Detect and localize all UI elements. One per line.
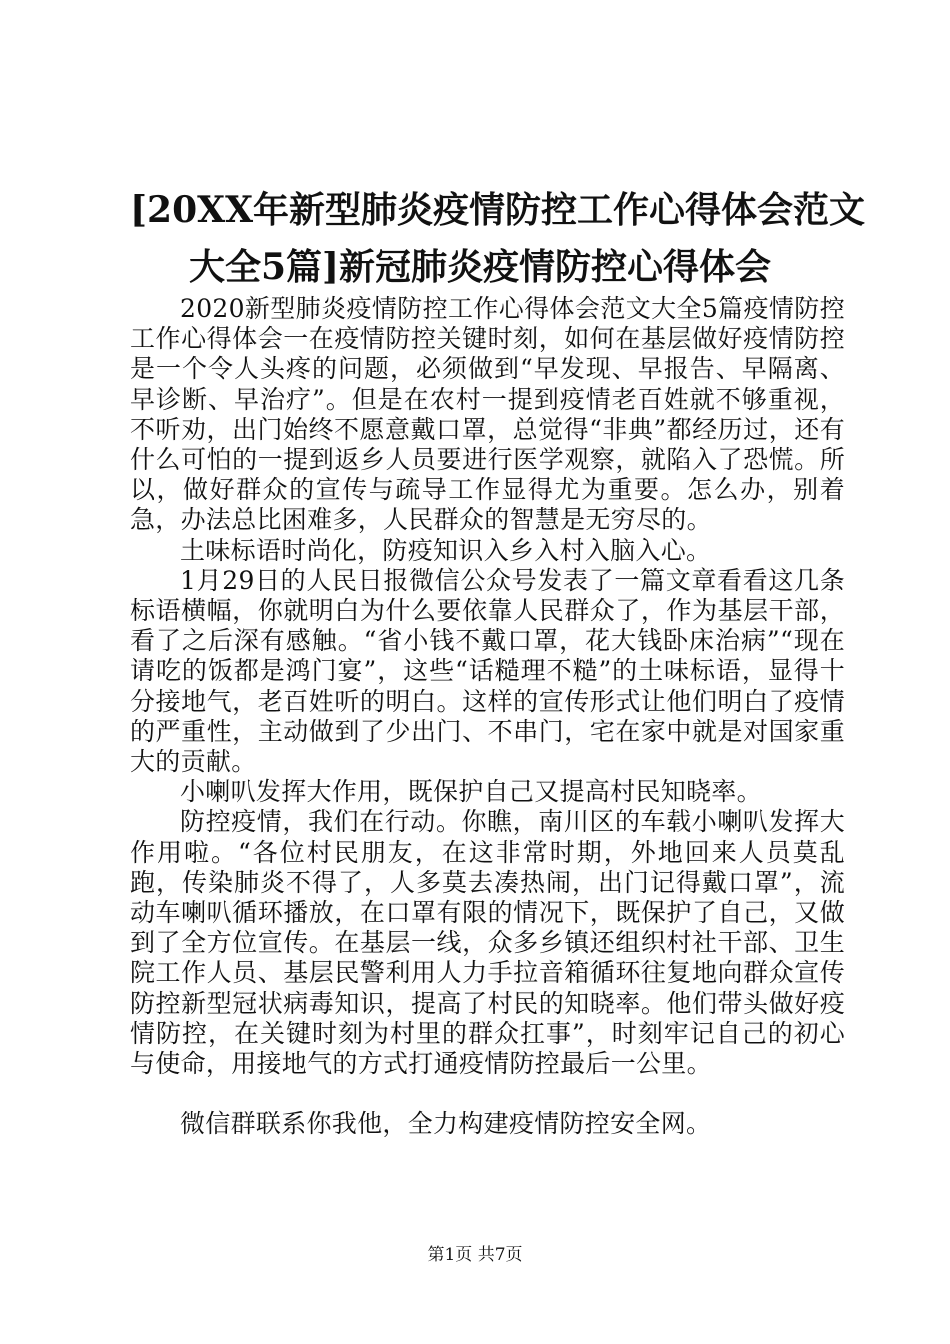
page-number-footer: 第1页 共7页 — [427, 1245, 523, 1265]
paragraph-heading-slogans: 土味标语时尚化，防疫知识入乡入村入脑入心。 — [180, 535, 712, 565]
paragraph-heading-wechat: 微信群联系你我他，全力构建疫情防控安全网。 — [180, 1109, 712, 1139]
paragraph-loudspeaker: 防控疫情，我们在行动。你瞧，南川区的车载小喇叭发挥大作用啦。“各位村民朋友，在这非常时期，外地回来人员莫乱跑，传染肺炎不得了，人多莫去凑热闹，出门记得戴口罩”，流动车喇叭循环播放，在口罩有限的情况下，既保护了自己，又做到了全方位宣传。在基层一线，众多乡镇还组织村社干部、卫生院工作人员、基层民警利用人力手拉音箱循环往复地向群众宣传防控新型冠状病毒知识，提高了村民的知晓率。他们带头做好疫情防控，在关键时刻为村里的群众扛事”，时刻牢记自己的初心与使命，用接地气的方式打通疫情防控最后一公里。 — [130, 807, 845, 1079]
paragraph-heading-loudspeaker: 小喇叭发挥大作用，既保护自己又提高村民知晓率。 — [180, 777, 762, 807]
paragraph-intro: 2020新型肺炎疫情防控工作心得体会范文大全5篇疫情防控工作心得体会一在疫情防控关键时刻，如何在基层做好疫情防控是一个令人头疼的问题，必须做到“早发现、早报告、早隔离、早诊断、早治疗”。但是在农村一提到疫情老百姓就不够重视，不听劝，出门始终不愿意戴口罩，总觉得“非典”都经历过，还有什么可怕的一提到返乡人员要进行医学观察，就陷入了恐慌。所以，做好群众的宣传与疏导工作显得尤为重要。怎么办，别着急，办法总比困难多，人民群众的智慧是无穷尽的。 — [130, 294, 845, 535]
document-body — [130, 294, 845, 1139]
paragraph-slogans: 1月29日的人民日报微信公众号发表了一篇文章看看这几条标语横幅，你就明白为什么要依靠人民群众了，作为基层干部，看了之后深有感触。“省小钱不戴口罩，花大钱卧床治病”“现在请吃的饭都是鸿门宴”，这些“话糙理不糙”的土味标语，显得十分接地气，老百姓听的明白。这样的宣传形式让他们明白了疫情的严重性，主动做到了少出门、不串门，宅在家中就是对国家重大的贡献。 — [130, 565, 845, 777]
document-title-line-2: 大全5篇]新冠肺炎疫情防控心得体会 — [188, 246, 772, 288]
document-title-line-1: [20XX年新型肺炎疫情防控工作心得体会范文 — [130, 189, 865, 231]
